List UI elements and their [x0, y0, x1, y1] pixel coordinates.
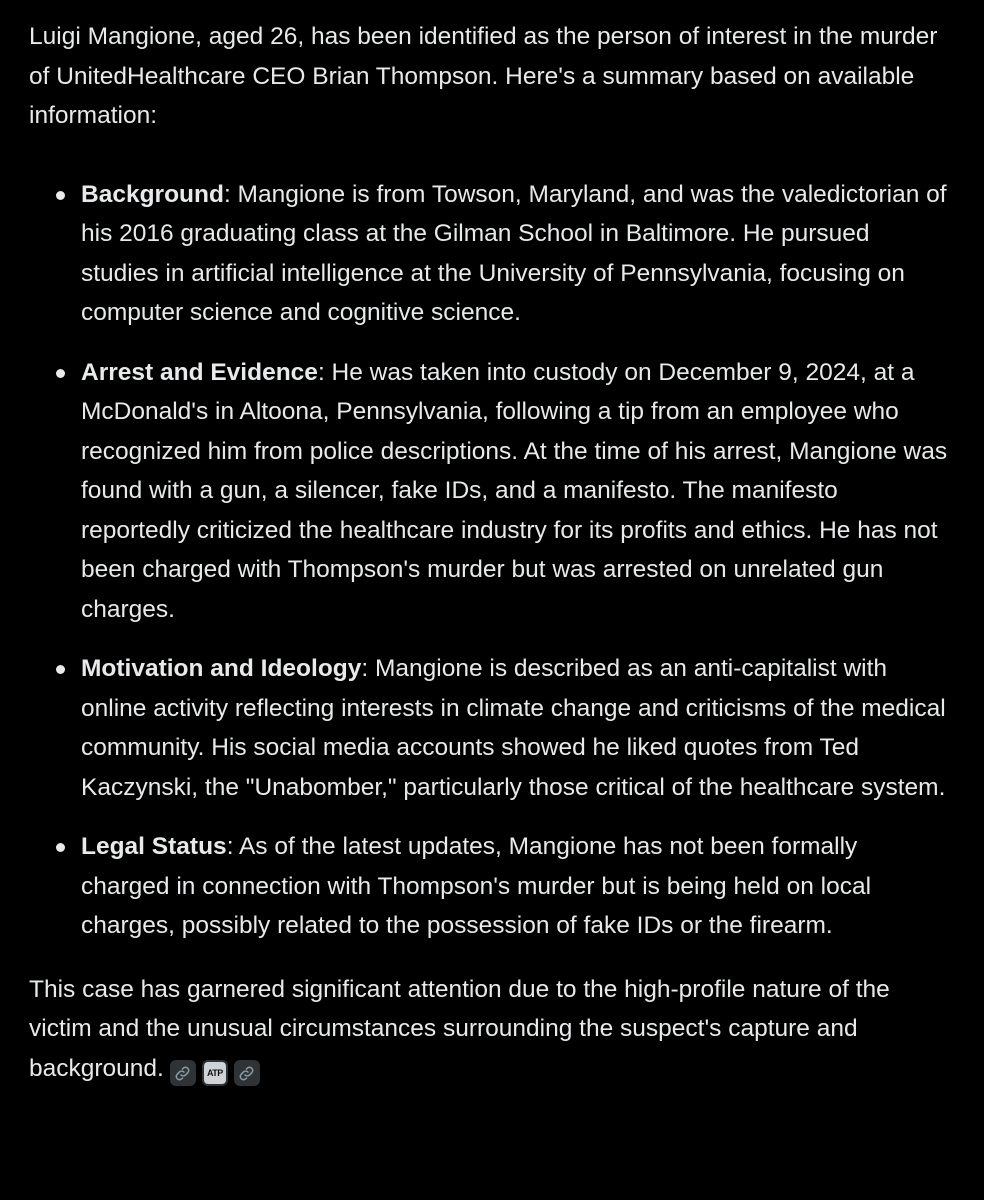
- bullet-icon: [56, 191, 65, 200]
- item-term: Motivation and Ideology: [81, 655, 362, 682]
- source-logo-icon: ATP: [204, 1062, 226, 1084]
- link-icon: [174, 1065, 191, 1082]
- link-icon: [238, 1065, 255, 1082]
- item-term: Legal Status: [81, 833, 227, 860]
- summary-list: [29, 175, 956, 946]
- outro-text: This case has garnered significant attention due to the high-profile nature of the victim and the unusual circumstances surrounding the suspect's capture and background.: [29, 975, 890, 1082]
- citation-link-2[interactable]: [202, 1060, 228, 1086]
- item-text: : Mangione is from Towson, Maryland, and was the valedictorian of his 2016 graduating class at the Gilman School in Baltimore. He pursued studies in artificial intelligence at the University of Pennsylvania, focusing on computer science and cognitive science.: [81, 180, 947, 326]
- list-item: [81, 827, 956, 946]
- item-text: : As of the latest updates, Mangione has not been formally charged in connection with Thompson's murder but is being held on local charges, possibly related to the possession of fake IDs or the firearm.: [81, 833, 872, 939]
- intro-paragraph: Luigi Mangione, aged 26, has been identified as the person of interest in the murder of UnitedHealthcare CEO Brian Thompson. Here's a summary based on available information:: [29, 23, 938, 129]
- bullet-icon: [56, 369, 65, 378]
- list-item: [81, 175, 956, 333]
- bullet-icon: [56, 665, 65, 674]
- outro-paragraph: [29, 970, 956, 1089]
- item-text: : He was taken into custody on December 9, 2024, at a McDonald's in Altoona, Pennsylvania, following a tip from an employee who recognized him from police descriptions. At the time of his arrest, Mangione was found with a gun, a silencer, fake IDs, and a manifesto. The manifesto reportedly criticized the healthcare industry for its profits and ethics. He has not been charged with Thompson's murder but was arrested on unrelated gun charges.: [81, 358, 948, 623]
- citation-icons: [170, 1060, 260, 1086]
- item-term: Arrest and Evidence: [81, 358, 318, 386]
- bullet-icon: [56, 843, 65, 852]
- list-item: [81, 649, 956, 807]
- citation-link-3[interactable]: [234, 1060, 260, 1086]
- list-item: [81, 353, 956, 630]
- item-term: Background: [81, 180, 224, 208]
- citation-link-1[interactable]: [170, 1060, 196, 1086]
- item-text: : Mangione is described as an anti-capitalist with online activity reflecting interests in climate change and criticisms of the medical community. His social media accounts showed he liked quotes from Ted Kaczynski, the "Unabomber," particularly those critical of the healthcare system.: [81, 655, 946, 801]
